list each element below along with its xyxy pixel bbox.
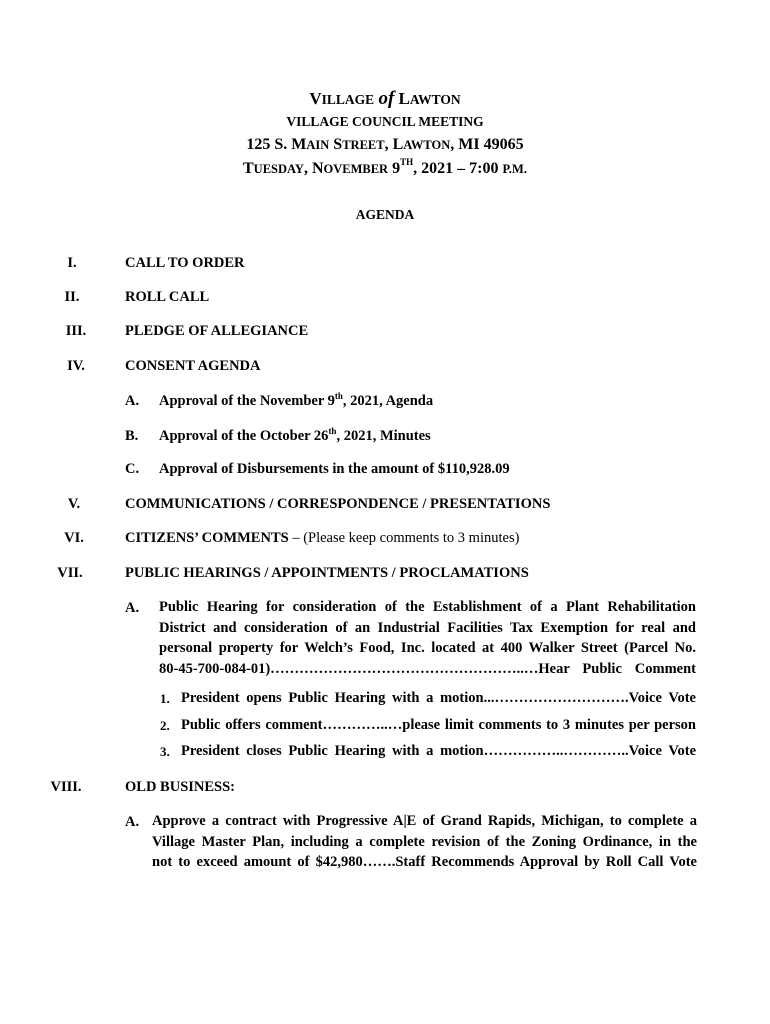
- meeting-title: VILLAGE COUNCIL MEETING: [286, 114, 484, 129]
- meeting-address: 125 S. MAIN STREET, LAWTON, MI 49065: [246, 136, 524, 153]
- section-number: III.: [65, 323, 87, 339]
- consent-item-letter: A.: [125, 393, 140, 409]
- hearing-step-text: President closes Public Hearing with a motion……………..…………..Voice Vote: [181, 743, 696, 759]
- section-title: PLEDGE OF ALLEGIANCE: [125, 323, 309, 339]
- consent-item-letter: C.: [125, 461, 140, 477]
- consent-item-text: Approval of Disbursements in the amount of $110,928.09: [159, 461, 510, 477]
- hearing-step-number: 2.: [160, 718, 170, 733]
- section-number: VII.: [57, 565, 83, 581]
- consent-item-text: Approval of the November 9th, 2021, Agenda: [159, 391, 434, 409]
- hearing-step-number: 3.: [160, 744, 170, 759]
- section-number: II.: [64, 289, 80, 305]
- section-number: V.: [67, 496, 81, 512]
- hearing-step-text: Public offers comment…………..…please limit comments to 3 minutes per person: [181, 717, 696, 733]
- section-title: PUBLIC HEARINGS / APPOINTMENTS / PROCLAMATIONS: [125, 565, 529, 581]
- section-title: CONSENT AGENDA: [125, 358, 261, 374]
- old-business-item-letter: A.: [125, 814, 140, 830]
- hearing-step-number: 1.: [160, 691, 170, 706]
- hearing-step-text: President opens Public Hearing with a motion...……………………….Voice Vote: [181, 690, 696, 706]
- section-number: VIII.: [50, 779, 82, 795]
- hearing-item-letter: A.: [125, 600, 140, 616]
- hearing-description: Public Hearing for consideration of the Establishment of a Plant Rehabilitation District and consideration of an Industrial Facilities Tax Exemption for real and personal property for Welch’s Food, Inc. located at 400 Walker Street (Parcel No. 80-45-700-084-01)……………………………………………..…Hear Public Comment: [159, 599, 696, 677]
- consent-item-letter: B.: [125, 428, 139, 444]
- section-title: COMMUNICATIONS / CORRESPONDENCE / PRESENTATIONS: [125, 496, 551, 512]
- section-number: I.: [67, 255, 77, 271]
- section-title: CITIZENS’ COMMENTS – (Please keep comments to 3 minutes): [125, 530, 520, 546]
- section-number: VI.: [64, 530, 84, 546]
- old-business-description: Approve a contract with Progressive A|E of Grand Rapids, Michigan, to complete a Village Master Plan, including a complete revision of the Zoning Ordinance, in the not to exceed amount of $42,980…….Staff Recommends Approval by Roll Call Vote: [152, 813, 697, 870]
- consent-item-text: Approval of the October 26th, 2021, Minutes: [159, 426, 431, 444]
- section-title: CALL TO ORDER: [125, 255, 245, 271]
- section-number: IV.: [67, 358, 85, 374]
- section-title: OLD BUSINESS:: [125, 779, 235, 795]
- agenda-heading: AGENDA: [355, 207, 415, 222]
- village-title: VILLAGE of LAWTON: [309, 88, 461, 109]
- meeting-date: TUESDAY, NOVEMBER 9TH, 2021 – 7:00 P.M.: [243, 157, 527, 177]
- section-title: ROLL CALL: [125, 289, 210, 305]
